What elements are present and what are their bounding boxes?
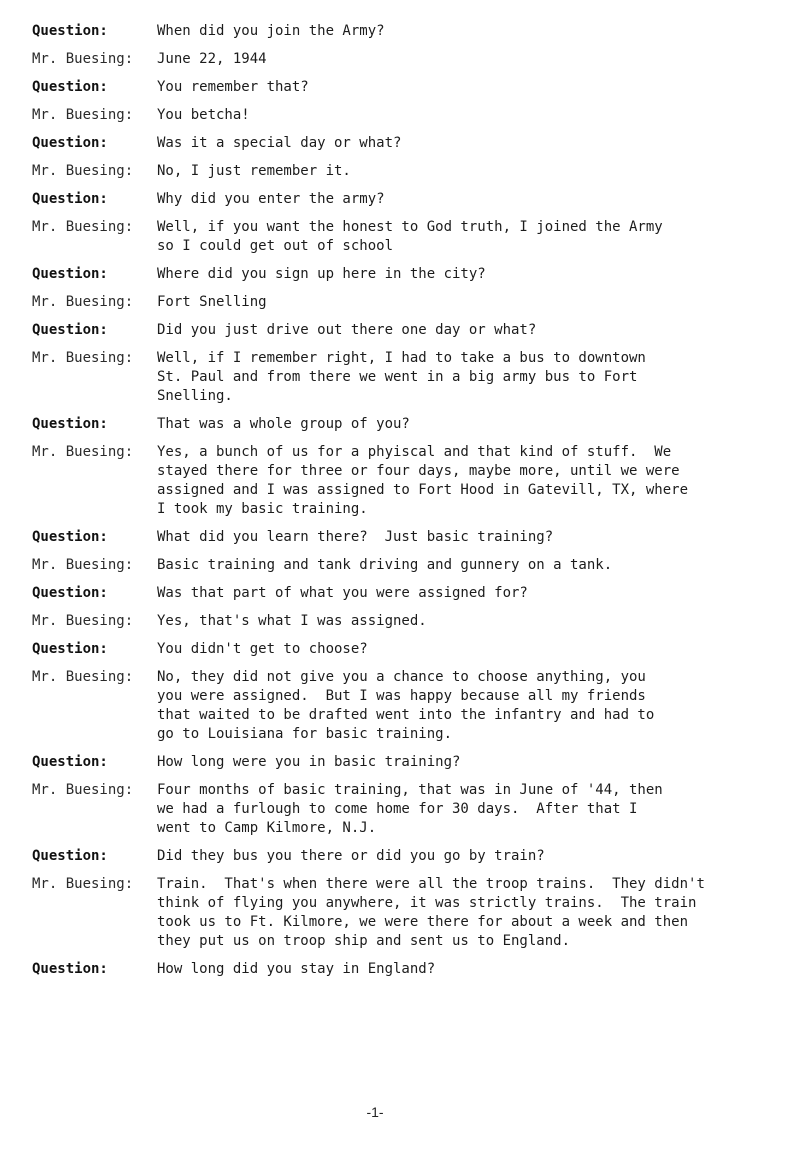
- speaker-label: Mr. Buesing:: [32, 163, 134, 179]
- speaker-label: Question:: [32, 961, 108, 977]
- transcript-entry: [32, 78, 794, 97]
- transcript-entry: [32, 556, 794, 575]
- entry-text-line: you were assigned. But I was happy because all my friends: [157, 688, 646, 704]
- entry-text: [157, 640, 794, 659]
- entry-text: [157, 781, 794, 838]
- entry-text: [157, 753, 794, 772]
- entry-text-line: Yes, that's what I was assigned.: [157, 613, 427, 629]
- entry-text-line: How long did you stay in England?: [157, 961, 436, 977]
- entry-text: [157, 218, 794, 256]
- entry-text-line: St. Paul and from there we went in a big army bus to Fort: [157, 369, 638, 385]
- speaker-label: Mr. Buesing:: [32, 107, 134, 123]
- entry-text-line: When did you join the Army?: [157, 23, 385, 39]
- entry-text: [157, 321, 794, 340]
- speaker-label: Question:: [32, 322, 108, 338]
- entry-text-line: that waited to be drafted went into the infantry and had to: [157, 707, 655, 723]
- entry-text-line: Basic training and tank driving and gunnery on a tank.: [157, 557, 613, 573]
- entry-text-line: No, they did not give you a chance to choose anything, you: [157, 669, 646, 685]
- entry-text-line: No, I just remember it.: [157, 163, 351, 179]
- entry-text-line: June 22, 1944: [157, 51, 267, 67]
- entry-text-line: Was it a special day or what?: [157, 135, 402, 151]
- transcript-entry: [32, 443, 794, 519]
- entry-text-line: took us to Ft. Kilmore, we were there for about a week and then: [157, 914, 689, 930]
- entry-text: [157, 162, 794, 181]
- entry-text: [157, 960, 794, 979]
- entry-text-line: Was that part of what you were assigned for?: [157, 585, 528, 601]
- transcript-entry: [32, 875, 794, 951]
- entry-text: [157, 612, 794, 631]
- transcript-entry: [32, 265, 794, 284]
- interview-transcript: [32, 22, 794, 988]
- entry-text-line: we had a furlough to come home for 30 days. After that I: [157, 801, 638, 817]
- entry-text: [157, 349, 794, 406]
- entry-text-line: Did they bus you there or did you go by train?: [157, 848, 545, 864]
- speaker-label: Question:: [32, 266, 108, 282]
- transcript-entry: [32, 321, 794, 340]
- transcript-entry: [32, 134, 794, 153]
- entry-text: [157, 134, 794, 153]
- speaker-label: Question:: [32, 754, 108, 770]
- transcript-entry: [32, 22, 794, 41]
- transcript-entry: [32, 640, 794, 659]
- entry-text-line: stayed there for three or four days, maybe more, until we were: [157, 463, 680, 479]
- entry-text: [157, 415, 794, 434]
- transcript-entry: [32, 847, 794, 866]
- entry-text-line: You didn't get to choose?: [157, 641, 368, 657]
- transcript-entry: [32, 781, 794, 838]
- transcript-entry: [32, 415, 794, 434]
- transcript-entry: [32, 162, 794, 181]
- entry-text: [157, 50, 794, 69]
- entry-text: [157, 22, 794, 41]
- entry-text-line: Train. That's when there were all the troop trains. They didn't: [157, 876, 705, 892]
- entry-text: [157, 556, 794, 575]
- speaker-label: Mr. Buesing:: [32, 613, 134, 629]
- entry-text: [157, 190, 794, 209]
- speaker-label: Question:: [32, 641, 108, 657]
- transcript-entry: [32, 106, 794, 125]
- speaker-label: Mr. Buesing:: [32, 557, 134, 573]
- entry-text-line: think of flying you anywhere, it was strictly trains. The train: [157, 895, 697, 911]
- transcript-entry: [32, 753, 794, 772]
- speaker-label: Mr. Buesing:: [32, 444, 134, 460]
- transcript-entry: [32, 293, 794, 312]
- entry-text: [157, 265, 794, 284]
- speaker-label: Mr. Buesing:: [32, 294, 134, 310]
- entry-text-line: I took my basic training.: [157, 501, 368, 517]
- entry-text: [157, 847, 794, 866]
- entry-text-line: How long were you in basic training?: [157, 754, 461, 770]
- entry-text-line: Fort Snelling: [157, 294, 267, 310]
- entry-text: [157, 528, 794, 547]
- speaker-label: Question:: [32, 529, 108, 545]
- entry-text-line: Well, if I remember right, I had to take a bus to downtown: [157, 350, 646, 366]
- entry-text: [157, 875, 794, 951]
- entry-text-line: What did you learn there? Just basic training?: [157, 529, 554, 545]
- entry-text-line: go to Louisiana for basic training.: [157, 726, 453, 742]
- entry-text-line: Yes, a bunch of us for a phyiscal and that kind of stuff. We: [157, 444, 672, 460]
- transcript-entry: [32, 218, 794, 256]
- page-number: -1-: [366, 1104, 384, 1120]
- speaker-label: Mr. Buesing:: [32, 782, 134, 798]
- entry-text-line: Well, if you want the honest to God truth, I joined the Army: [157, 219, 663, 235]
- speaker-label: Question:: [32, 79, 108, 95]
- entry-text-line: went to Camp Kilmore, N.J.: [157, 820, 377, 836]
- speaker-label: Question:: [32, 848, 108, 864]
- entry-text: [157, 584, 794, 603]
- speaker-label: Question:: [32, 23, 108, 39]
- speaker-label: Mr. Buesing:: [32, 669, 134, 685]
- entry-text-line: assigned and I was assigned to Fort Hood in Gatevill, TX, where: [157, 482, 689, 498]
- speaker-label: Mr. Buesing:: [32, 350, 134, 366]
- entry-text: [157, 293, 794, 312]
- entry-text-line: That was a whole group of you?: [157, 416, 410, 432]
- speaker-label: Question:: [32, 416, 108, 432]
- entry-text-line: Snelling.: [157, 388, 233, 404]
- transcript-entry: [32, 612, 794, 631]
- entry-text-line: Did you just drive out there one day or what?: [157, 322, 537, 338]
- speaker-label: Mr. Buesing:: [32, 876, 134, 892]
- speaker-label: Mr. Buesing:: [32, 219, 134, 235]
- speaker-label: Question:: [32, 135, 108, 151]
- transcript-entry: [32, 668, 794, 744]
- transcript-entry: [32, 528, 794, 547]
- entry-text: [157, 668, 794, 744]
- entry-text-line: they put us on troop ship and sent us to England.: [157, 933, 571, 949]
- transcript-entry: [32, 349, 794, 406]
- entry-text-line: so I could get out of school: [157, 238, 394, 254]
- entry-text-line: Where did you sign up here in the city?: [157, 266, 486, 282]
- transcript-entry: [32, 190, 794, 209]
- entry-text: [157, 106, 794, 125]
- transcript-entry: [32, 960, 794, 979]
- speaker-label: Mr. Buesing:: [32, 51, 134, 67]
- entry-text-line: You betcha!: [157, 107, 250, 123]
- transcript-entry: [32, 50, 794, 69]
- speaker-label: Question:: [32, 191, 108, 207]
- entry-text: [157, 78, 794, 97]
- entry-text-line: Four months of basic training, that was in June of '44, then: [157, 782, 663, 798]
- entry-text: [157, 443, 794, 519]
- speaker-label: Question:: [32, 585, 108, 601]
- entry-text-line: You remember that?: [157, 79, 309, 95]
- entry-text-line: Why did you enter the army?: [157, 191, 385, 207]
- transcript-entry: [32, 584, 794, 603]
